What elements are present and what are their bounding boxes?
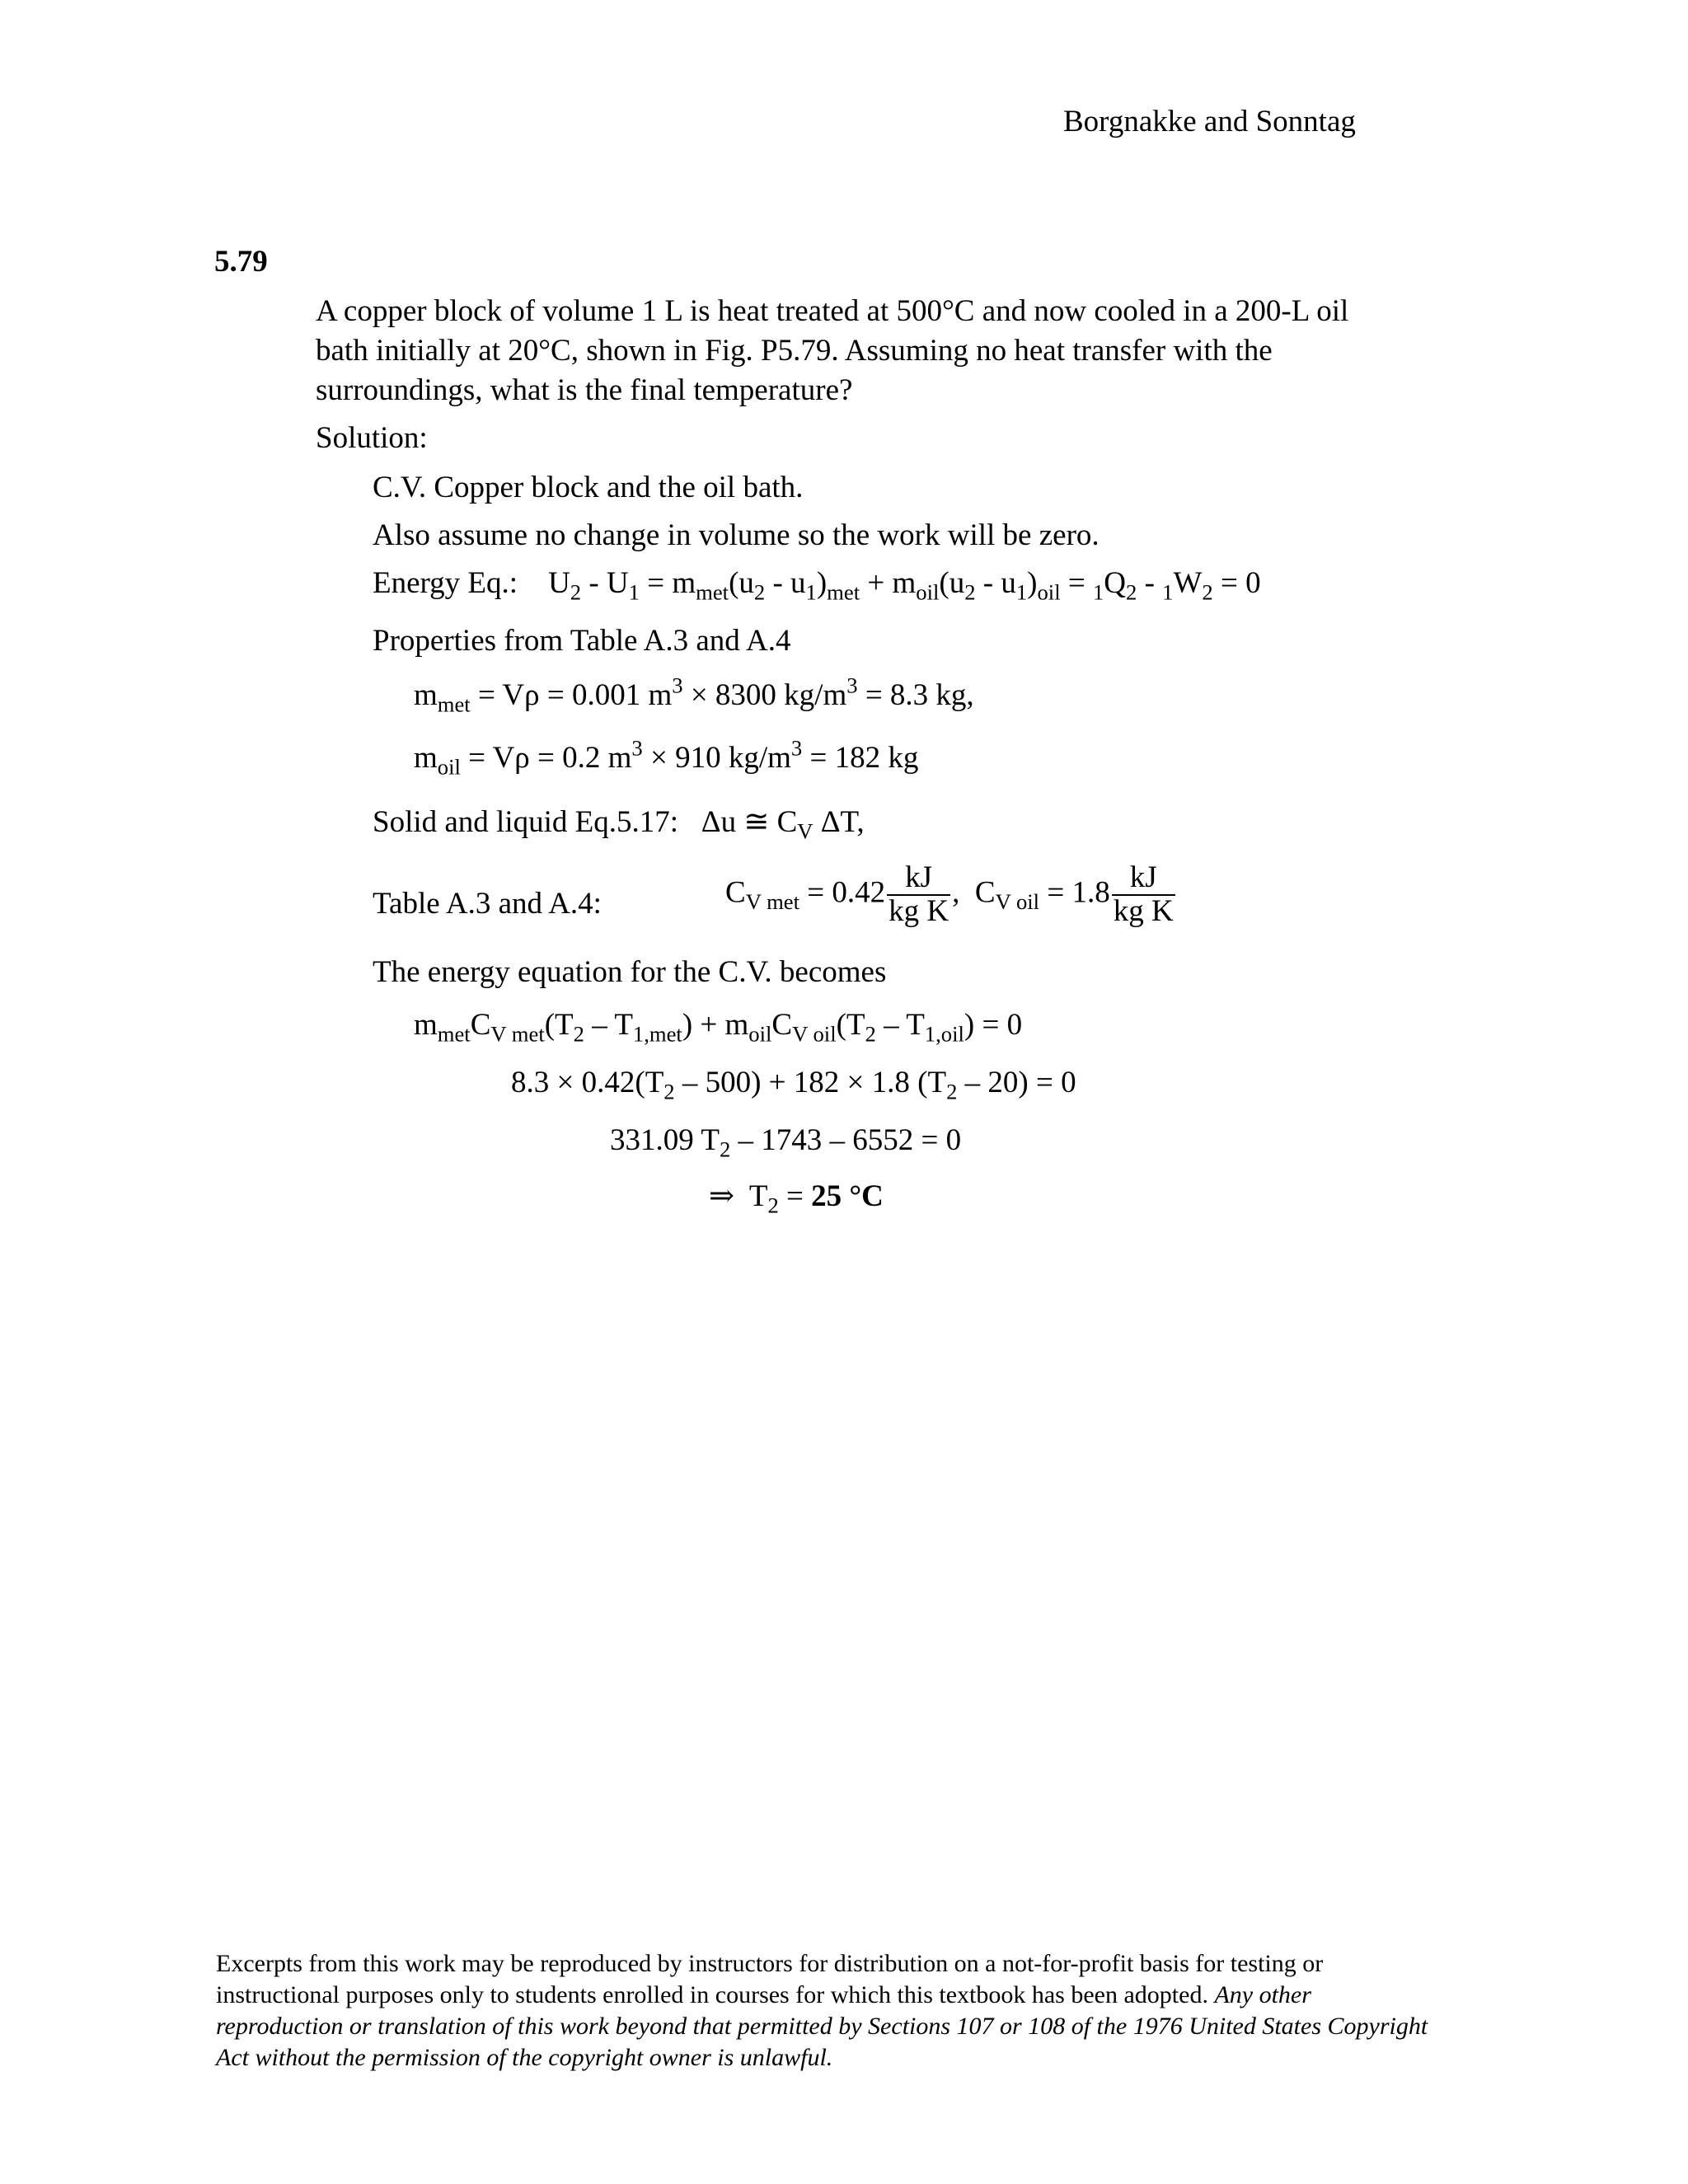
control-volume-text: C.V. Copper block and the oil bath.: [373, 471, 804, 504]
copyright-footer: [216, 1948, 1444, 2074]
table-label: Table A.3 and A.4:: [373, 887, 602, 921]
unit-fraction-met: $\frac{kJ}{\text{kg K}}$: [889, 860, 950, 928]
specific-heat-values: $C_{V met} = 0.42$ $\frac{kJ}{\text{kg K}}$ , $C_{V oil} = 1.8$ $\frac{kJ}{\text{kg K}}$: [725, 860, 1174, 928]
energy-balance-numeric: $8.3 \times 0.42(T_2 - 500) + 182 \times 1.8$ $(T_2 - 20) = 0$: [511, 1066, 1076, 1104]
problem-statement-line-2: bath initially at 20°C, shown in Fig. P5.79. Assuming no heat transfer with the: [316, 334, 1273, 368]
unit-fraction-oil: $\frac{kJ}{\text{kg K}}$: [1113, 860, 1174, 928]
page-header-authors: Borgnakke and Sonntag: [1063, 105, 1356, 138]
mass-metal-equation: $m_{met} = V\rho = 0.001$ $m^3 \times 8300$ $kg/m^3 = 8.3$ kg,: [414, 673, 974, 717]
mass-oil-equation: $m_{oil} = V\rho = 0.2$ $m^3 \times 910$ $kg/m^3 = 182$ kg: [414, 735, 919, 780]
problem-statement-line-1: A copper block of volume 1 L is heat treated at 500°C and now cooled in a 200-L oil: [316, 294, 1349, 328]
footer-normal-text: Excerpts from this work may be reproduced by instructors for distribution on a not-for-profit basis for testing or instructional purposes only to students enrolled in courses for which this textbook has been adopted.: [216, 1950, 1324, 2008]
energy-balance-symbolic: $m_{met}C_{V met}(T_2 - T_{1,met}) + m_{oil}C_{V oil}(T_2 - T_{1,oil}) = 0$: [414, 1008, 1023, 1047]
solution-label: Solution:: [316, 421, 428, 455]
problem-statement-line-3: surroundings, what is the final temperature?: [316, 373, 853, 407]
footer-italic-text: Any other reproduction or translation of this work beyond that permitted by Sections 107 or 108 of the 1976 United States Copyright Act without the permission of the copyright owner is unlawful.: [216, 1981, 1428, 2071]
problem-number: 5.79: [214, 245, 268, 279]
assumption-text: Also assume no change in volume so the work will be zero.: [373, 518, 1100, 552]
solid-liquid-equation: Solid and liquid Eq.5.17: Δu ≅ $C_V$ ΔT,: [373, 805, 865, 844]
final-temperature-value: 25 °C: [811, 1179, 884, 1213]
energy-equation-label: Energy Eq.:: [373, 566, 518, 600]
energy-equation-becomes: The energy equation for the C.V. becomes: [373, 955, 887, 989]
energy-balance-simplified: 331.09 $T_2 - 1743 - 6552 = 0$: [610, 1123, 962, 1162]
energy-equation: Energy Eq.: $U_2 - U_1 = m_{met}(u_2 - u_1)_{met} + m_{oil}(u_2 - u_1)_{oil} = _1Q_2 - _1W_2 = 0$: [373, 566, 1261, 605]
properties-text: Properties from Table A.3 and A.4: [373, 624, 791, 658]
final-result: ⇒ $T_2 = 25$ °C: [709, 1179, 884, 1218]
